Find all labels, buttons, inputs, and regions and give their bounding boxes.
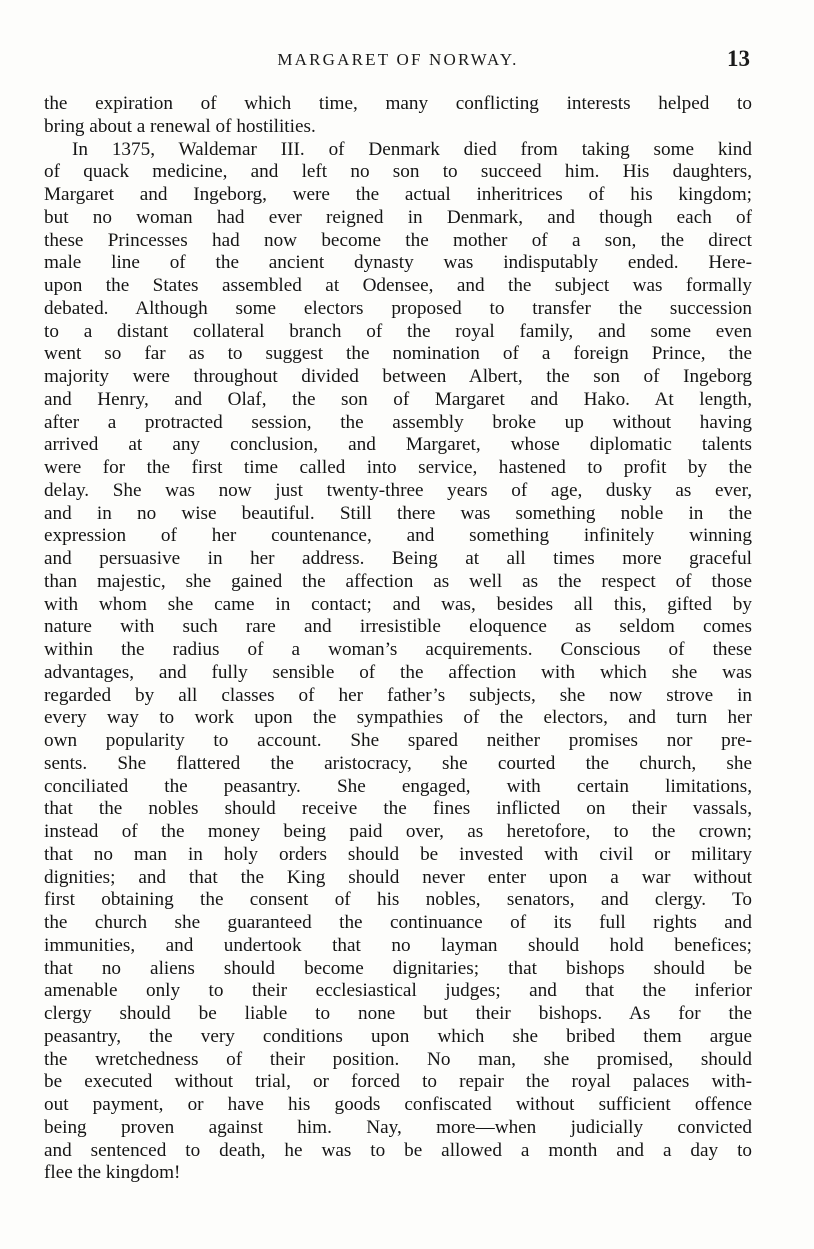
text-line: these Princesses had now become the mother of a son, the direct bbox=[44, 229, 752, 251]
text-line: immunities, and undertook that no layman should hold benefices; bbox=[44, 934, 752, 956]
running-title: MARGARET OF NORWAY. bbox=[277, 50, 519, 69]
text-line: regarded by all classes of her father’s subjects, she now strove in bbox=[44, 684, 752, 706]
text-line: and persuasive in her address. Being at all times more graceful bbox=[44, 548, 752, 569]
text-line: be executed without trial, or forced to repair the royal palaces with- bbox=[44, 1071, 752, 1093]
text-line: that the nobles should receive the fines inflicted on their vassals, bbox=[44, 798, 752, 820]
text-line: but no woman had ever reigned in Denmark, and though each of bbox=[44, 206, 752, 228]
page-number: 13 bbox=[727, 46, 750, 71]
text-line: advantages, and fully sensible of the affection with which she was bbox=[44, 661, 752, 683]
text-line: nature with such rare and irresistible eloquence as seldom comes bbox=[44, 616, 752, 638]
text-line: bring about a renewal of hostilities. bbox=[44, 115, 316, 137]
text-line: and sentenced to death, he was to be allowed a month and a day to bbox=[44, 1139, 752, 1161]
text-line: peasantry, the very conditions upon which she bribed them argue bbox=[44, 1025, 752, 1047]
text-line: with whom she came in contact; and was, besides all this, gifted by bbox=[44, 593, 752, 615]
text-line: sents. She flattered the aristocracy, she courted the church, she bbox=[44, 752, 752, 774]
text-line: male line of the ancient dynasty was indisputably ended. Here- bbox=[44, 252, 752, 274]
text-line: of quack medicine, and left no son to succeed him. His daughters, bbox=[44, 161, 752, 183]
text-line: and in no wise beautiful. Still there was something noble in the bbox=[44, 502, 752, 524]
text-line: to a distant collateral branch of the royal family, and some even bbox=[44, 320, 752, 342]
running-header bbox=[46, 46, 750, 76]
text-line: after a protracted session, the assembly broke up without having bbox=[44, 411, 752, 433]
text-line: amenable only to their ecclesiastical judges; and that the inferior bbox=[44, 980, 752, 1002]
text-line: dignities; and that the King should never enter upon a war without bbox=[44, 866, 752, 888]
text-line: delay. She was now just twenty-three years of age, dusky as ever, bbox=[44, 479, 752, 501]
text-line: out payment, or have his goods confiscated without sufficient offence bbox=[44, 1094, 752, 1115]
text-line: own popularity to account. She spared neither promises nor pre- bbox=[44, 730, 752, 751]
text-line: were for the first time called into service, hastened to profit by the bbox=[44, 457, 752, 478]
text-line: than majestic, she gained the affection as well as the respect of those bbox=[44, 570, 752, 592]
text-line: clergy should be liable to none but their bishops. As for the bbox=[44, 1003, 752, 1024]
text-line: upon the States assembled at Odensee, and the subject was formally bbox=[44, 275, 752, 296]
text-line: within the radius of a woman’s acquirements. Conscious of these bbox=[44, 639, 752, 660]
text-line: every way to work upon the sympathies of the electors, and turn her bbox=[44, 707, 752, 729]
text-line: debated. Although some electors proposed to transfer the succession bbox=[44, 297, 752, 319]
body-text bbox=[44, 93, 752, 1185]
text-line: first obtaining the consent of his nobles, senators, and clergy. To bbox=[44, 889, 752, 911]
text-line: instead of the money being paid over, as heretofore, to the crown; bbox=[44, 821, 752, 842]
text-line: expression of her countenance, and something infinitely winning bbox=[44, 525, 752, 547]
text-line: flee the kingdom! bbox=[44, 1162, 181, 1184]
text-line: In 1375, Waldemar III. of Denmark died from taking some kind bbox=[72, 138, 752, 160]
text-line: being proven against him. Nay, more—when judicially convicted bbox=[44, 1116, 752, 1138]
text-line: Margaret and Ingeborg, were the actual inheritrices of his kingdom; bbox=[44, 184, 752, 205]
text-line: majority were throughout divided between Albert, the son of Ingeborg bbox=[44, 366, 752, 387]
text-line: the church she guaranteed the continuance of its full rights and bbox=[44, 912, 752, 933]
text-line: the expiration of which time, many conflicting interests helped to bbox=[44, 93, 752, 114]
text-line: conciliated the peasantry. She engaged, with certain limitations, bbox=[44, 775, 752, 797]
text-line: and Henry, and Olaf, the son of Margaret and Hako. At length, bbox=[44, 388, 752, 410]
text-line: that no man in holy orders should be invested with civil or military bbox=[44, 843, 752, 865]
text-line: that no aliens should become dignitaries; that bishops should be bbox=[44, 957, 752, 979]
text-line: went so far as to suggest the nomination of a foreign Prince, the bbox=[44, 343, 752, 365]
text-line: the wretchedness of their position. No man, she promised, should bbox=[44, 1048, 752, 1070]
text-line: arrived at any conclusion, and Margaret, whose diplomatic talents bbox=[44, 434, 752, 456]
